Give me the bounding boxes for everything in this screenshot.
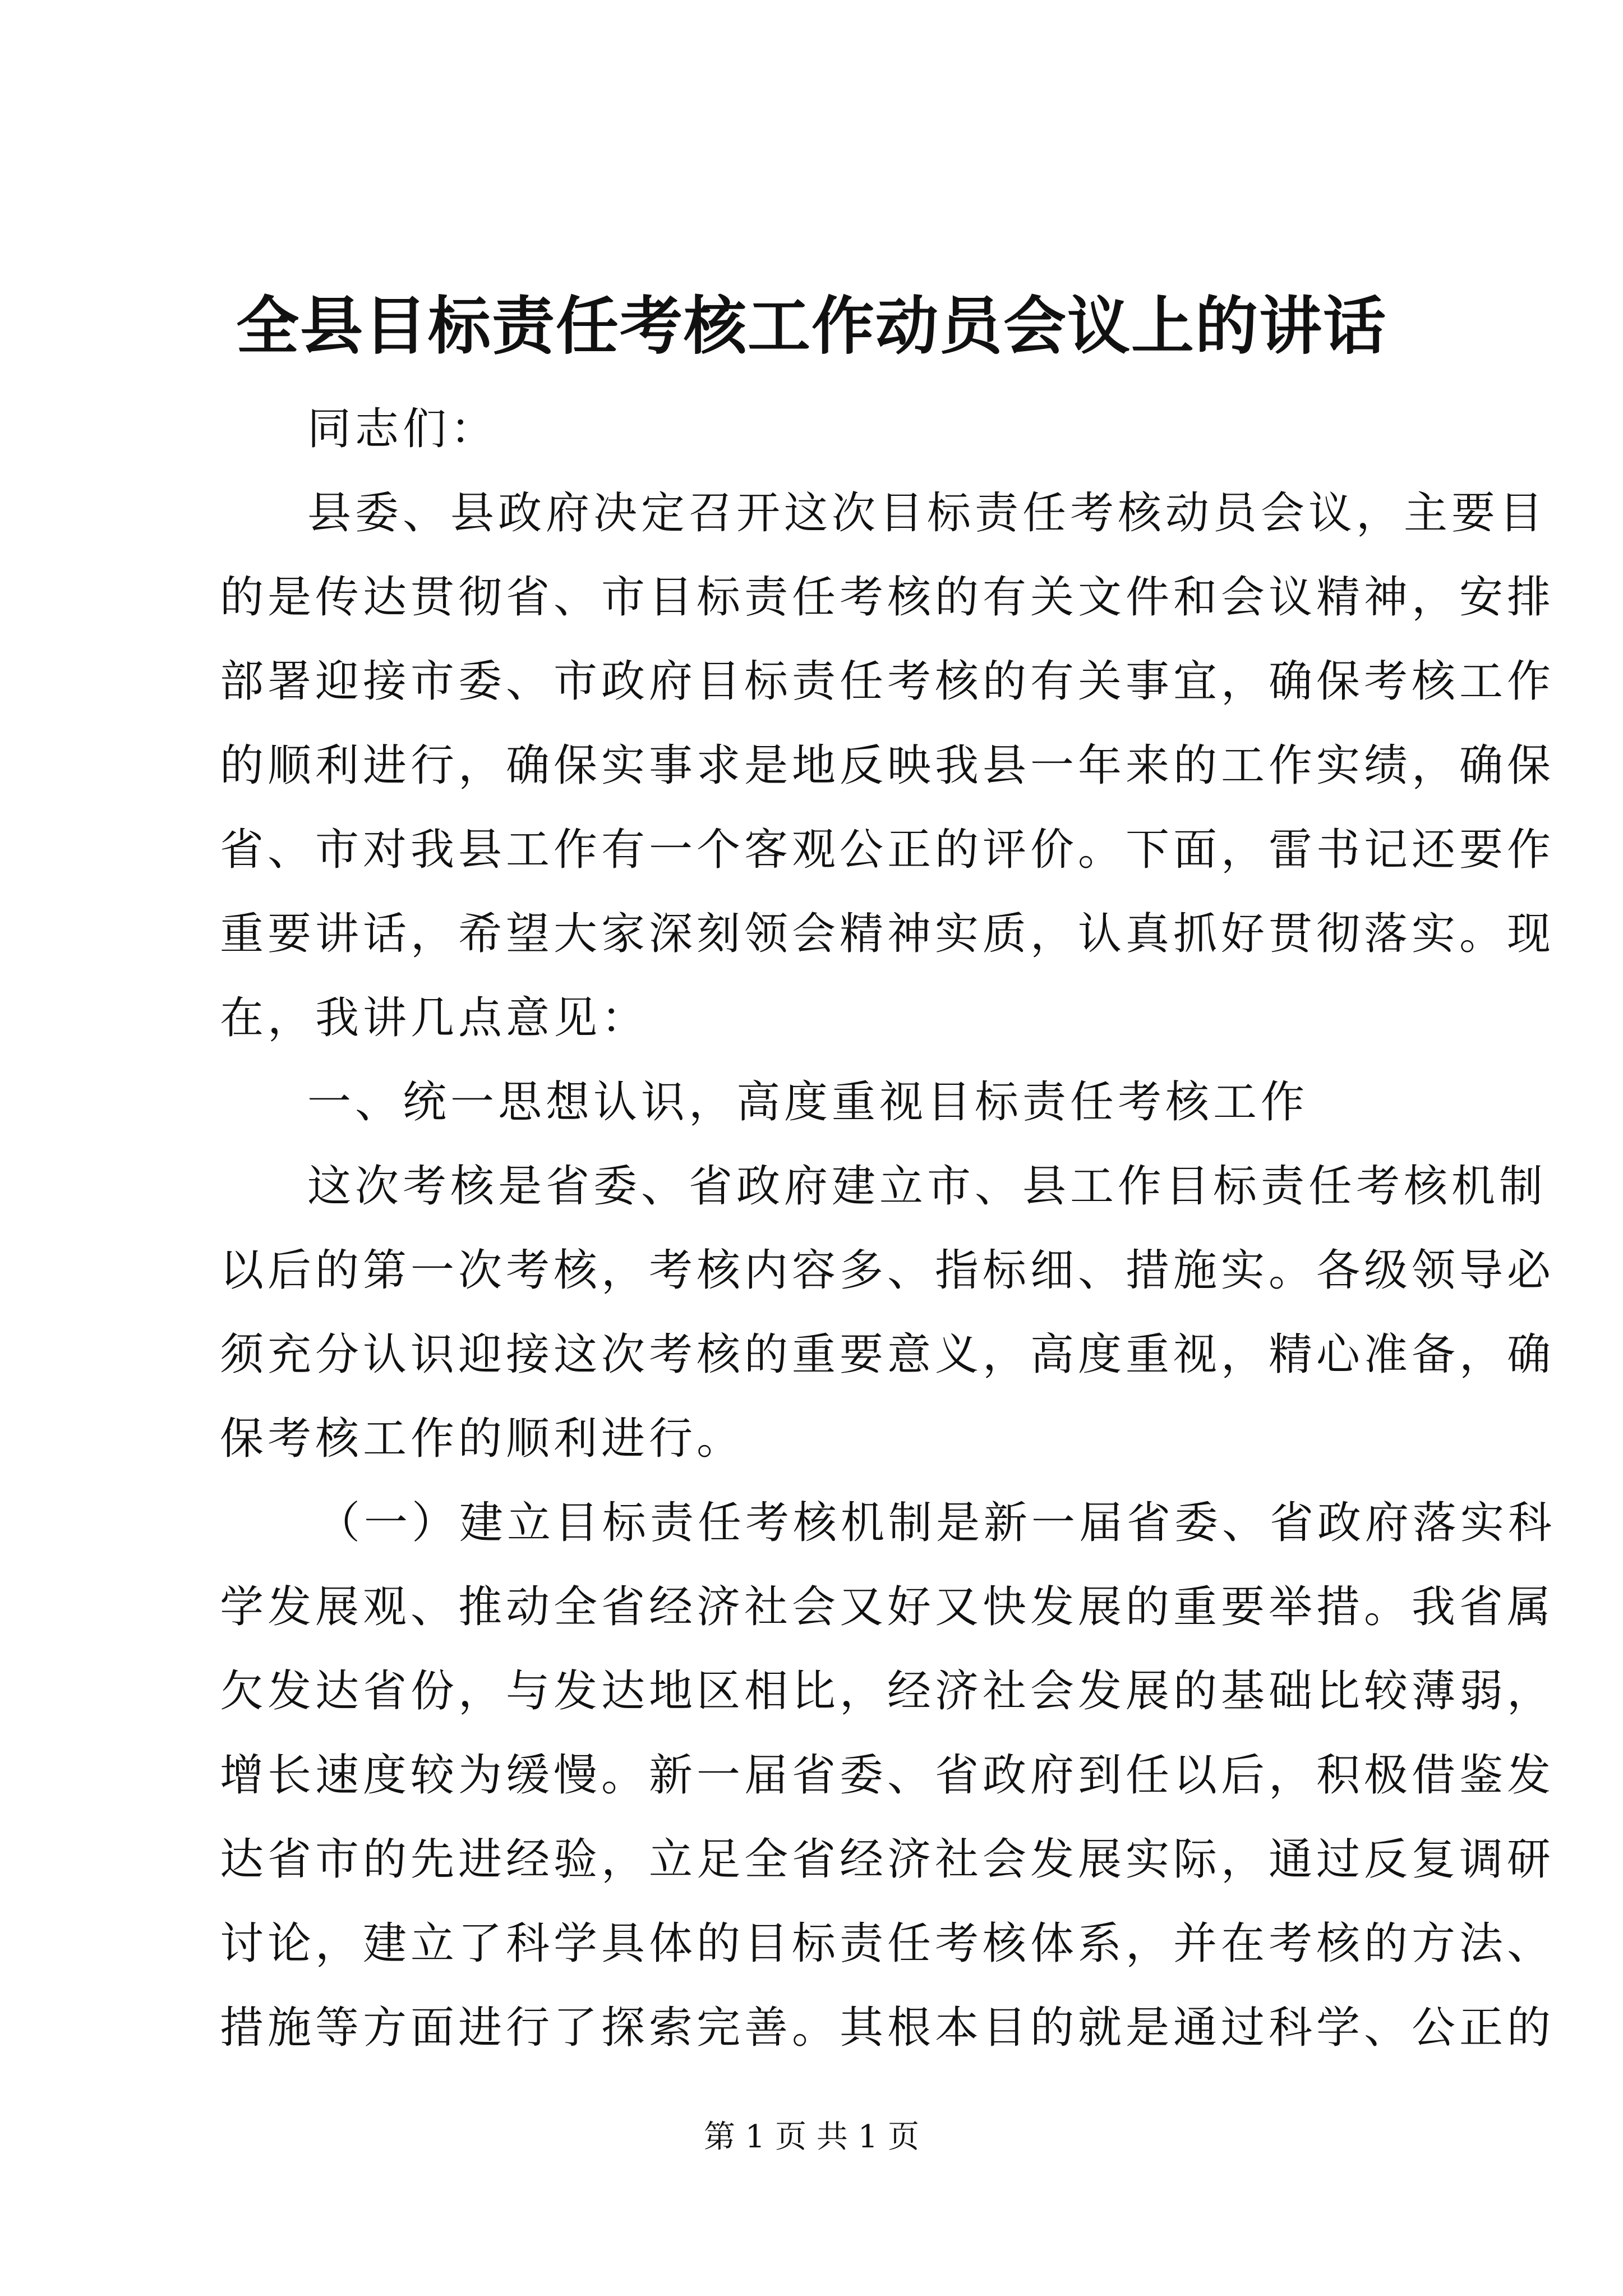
text-line: 部署迎接市委、市政府目标责任考核的有关事宜，确保考核工作 bbox=[220, 656, 1555, 707]
text-line: 的顺利进行，确保实事求是地反映我县一年来的工作实绩，确保 bbox=[220, 740, 1555, 791]
text-line: 讨论，建立了科学具体的目标责任考核体系，并在考核的方法、 bbox=[220, 1918, 1555, 1969]
text-line: 措施等方面进行了探索完善。其根本目的就是通过科学、公正的 bbox=[220, 2003, 1555, 2053]
text-line: 省、市对我县工作有一个客观公正的评价。下面，雷书记还要作 bbox=[220, 825, 1555, 875]
text-line: 县委、县政府决定召开这次目标责任考核动员会议，主要目 bbox=[307, 488, 1547, 539]
text-line: 欠发达省份，与发达地区相比，经济社会发展的基础比较薄弱， bbox=[220, 1666, 1555, 1717]
text-line: 的是传达贯彻省、市目标责任考核的有关文件和会议精神，安排 bbox=[220, 572, 1555, 623]
text-line: 增长速度较为缓慢。新一届省委、省政府到任以后，积极借鉴发 bbox=[220, 1750, 1555, 1801]
page-footer: 第 1 页 共 1 页 bbox=[703, 2119, 920, 2155]
text-line: 达省市的先进经验，立足全省经济社会发展实际，通过反复调研 bbox=[220, 1834, 1555, 1885]
document-title: 全县目标责任考核工作动员会议上的讲话 bbox=[236, 289, 1387, 363]
text-line: 在，我讲几点意见： bbox=[220, 993, 649, 1043]
document-body bbox=[220, 387, 1556, 2070]
text-line: 这次考核是省委、省政府建立市、县工作目标责任考核机制 bbox=[307, 1161, 1547, 1212]
text-line: 须充分认识迎接这次考核的重要意义，高度重视，精心准备，确 bbox=[220, 1329, 1555, 1380]
text-line: 学发展观、推动全省经济社会又好又快发展的重要举措。我省属 bbox=[220, 1582, 1555, 1632]
text-line: 同志们： bbox=[307, 404, 499, 454]
text-line: 保考核工作的顺利进行。 bbox=[220, 1414, 745, 1464]
text-line: 以后的第一次考核，考核内容多、指标细、措施实。各级领导必 bbox=[220, 1245, 1555, 1296]
text-line: （一）建立目标责任考核机制是新一届省委、省政府落实科 bbox=[316, 1498, 1556, 1548]
text-line: 一、统一思想认识，高度重视目标责任考核工作 bbox=[307, 1077, 1309, 1128]
text-line: 重要讲话，希望大家深刻领会精神实质，认真抓好贯彻落实。现 bbox=[220, 909, 1555, 959]
